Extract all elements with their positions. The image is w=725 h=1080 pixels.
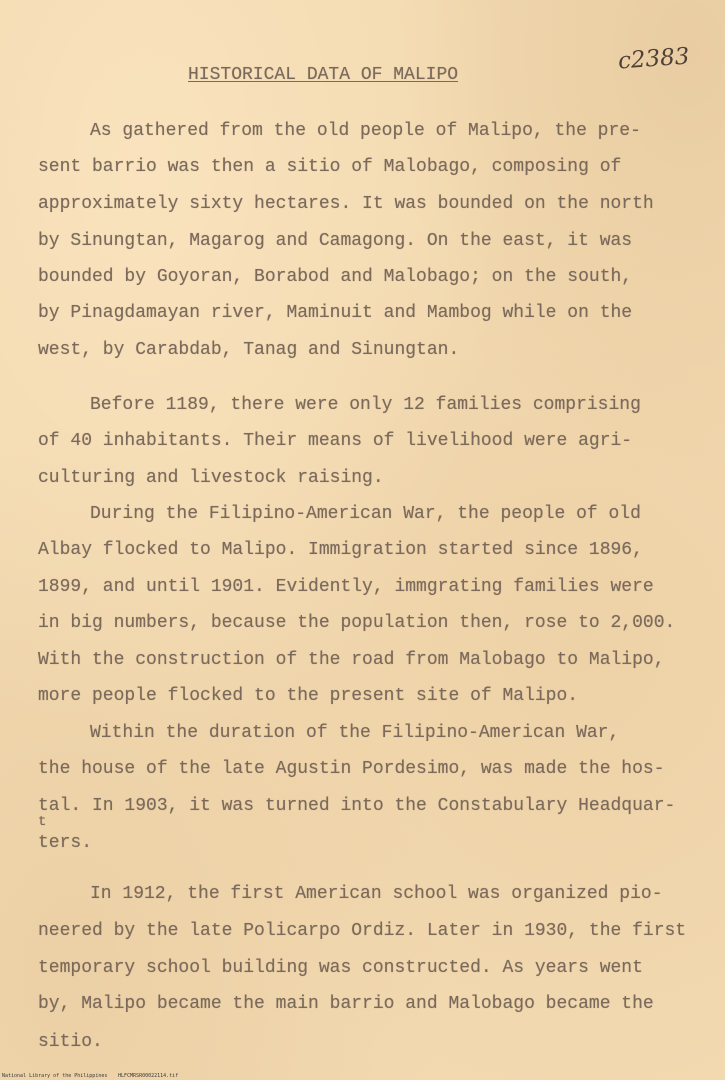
para1-line7: west, by Carabdab, Tanag and Sinungtan. [38,340,460,360]
para4-line1: Within the duration of the Filipino-American War, [90,723,620,743]
document-title: HISTORICAL DATA OF MALIPO [188,65,459,85]
handwritten-reference-number: c2383 [617,43,691,75]
para2-line1: Before 1189, there were only 12 families comprising [90,395,641,415]
para1-line6: by Pinagdamayan river, Maminuit and Mambog while on the [38,303,633,323]
para1-line4: by Sinungtan, Magarog and Camagong. On the east, it was [38,231,633,251]
para1-line5: bounded by Goyoran, Borabod and Malobago; on the south, [38,267,633,287]
para3-line1: During the Filipino-American War, the people of old [90,504,641,524]
para5-line5: sitio. [38,1032,103,1052]
footer-library-name: National Library of the Philippines [2,1073,108,1079]
para3-line2: Albay flocked to Malipo. Immigration started since 1896, [38,540,643,560]
para1-line3: approximately sixty hectares. It was bounded on the north [38,194,654,214]
para5-line1: In 1912, the first American school was organized pio- [90,884,663,904]
para5-line4: by, Malipo became the main barrio and Malobago became the [38,994,654,1014]
para1-line2: sent barrio was then a sitio of Malobago, composing of [38,157,622,177]
para2-line2: of 40 inhabitants. Their means of livelihood were agri- [38,431,633,451]
para2-line3: culturing and livestock raising. [38,468,384,488]
para3-line6: more people flocked to the present site of Malipo. [38,686,579,706]
para3-line3: 1899, and until 1901. Evidently, immgrating families were [38,577,654,597]
para4-line3: tal. In 1903, it was turned into the Constabulary Headquar- [38,796,676,816]
para5-line2: neered by the late Policarpo Ordiz. Later in 1930, the first [38,921,687,941]
para4-line4: t [38,814,47,830]
footer-file-name: HLFCMRSR00022114.tif [118,1073,179,1079]
para1-line1: As gathered from the old people of Malipo, the pre- [90,121,641,141]
para3-line4: in big numbers, because the population then, rose to 2,000. [38,613,676,633]
para5-line3: temporary school building was constructed. As years went [38,958,643,978]
para4-line2: the house of the late Agustin Pordesimo, was made the hos- [38,759,665,779]
para4-line5: ters. [38,833,93,853]
para3-line5: With the construction of the road from Malobago to Malipo, [38,650,665,670]
